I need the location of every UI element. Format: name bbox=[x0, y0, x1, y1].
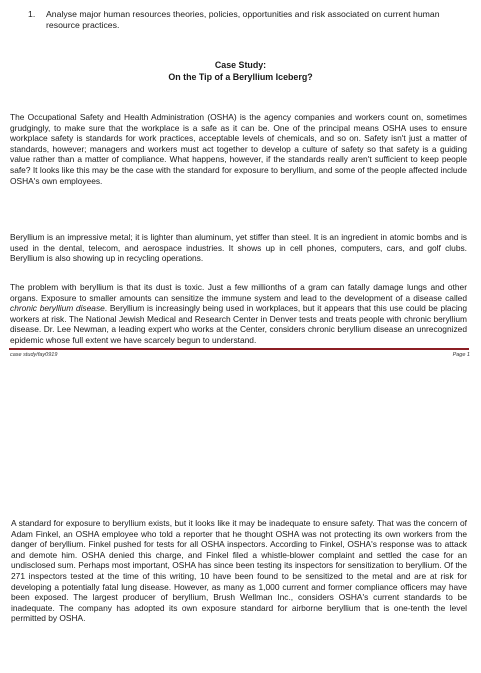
paragraph-text-part: . Beryllium is increasingly being used in workplaces, but it appears that this use could be placing workers at risk. The National Jewish Medical and Research Center in Denver tests and treats people with chronic beryllium disease. Dr. Lee Newman, a leading expert who works at the Center, considers chronic beryllium disease an unrecognized epidemic whose full extent we have scarcely begun to understand. bbox=[10, 303, 467, 345]
question-number: 1. bbox=[28, 9, 36, 19]
footer-source-label: case study/fay0919 bbox=[10, 352, 58, 358]
question-text: Analyse major human resources theories, policies, opportunities and risk associated on current human resource practices. bbox=[46, 9, 440, 30]
disease-name-emphasis: chronic beryllium disease bbox=[10, 303, 105, 314]
paragraph-beryllium-metal: Beryllium is an impressive metal; it is lighter than aluminum, yet stiffer than steel. It is an ingredient in atomic bombs and is used in the dental, telecom, and aerospace industries. It shows up in cell phones, computers, cars, and golf clubs. Beryllium is also showing up in recycling operations. bbox=[10, 232, 467, 264]
case-study-label: Case Study: bbox=[214, 60, 267, 70]
footer-divider bbox=[9, 348, 469, 350]
paragraph-beryllium-problem bbox=[10, 282, 467, 346]
footer-page-number: Page 1 bbox=[452, 352, 470, 358]
question-item bbox=[28, 9, 468, 31]
case-study-title: On the Tip of a Beryllium Iceberg? bbox=[168, 72, 313, 82]
paragraph-text-part: The problem with beryllium is that its dust is toxic. Just a few millionths of a gram can fatally damage lungs and other organs. Exposure to smaller amounts can sensitize the immune system and lead to the development of a disease called bbox=[10, 282, 467, 303]
paragraph-standard-exposure: A standard for exposure to beryllium exists, but it looks like it may be inadequate to ensure safety. That was the concern of Adam Finkel, an OSHA employee who told a reporter that he thought OSHA was not protecting its own workers from the danger of beryllium. Finkel pushed for tests for all OSHA inspectors. According to Finkel, OSHA's response was to attack and demote him. OSHA denied this charge, and Finkel filed a whistle-blower complaint and settled the case for an undisclosed sum. Perhaps most important, OSHA has since been testing its inspectors for sensitization to beryllium. Of the 271 inspectors tested at the time of this writing, 10 have been found to be sensitized to the metal and are at risk for developing a potentially fatal lung disease. However, as many as 1,000 current and former compliance officers may have been exposed. The largest producer of beryllium, Brush Wellman Inc., considers OSHA's current standards to be inadequate. The company has adopted its own exposure standard for airborne beryllium that is one-tenth the level permitted by OSHA. bbox=[11, 518, 467, 624]
paragraph-osha: The Occupational Safety and Health Administration (OSHA) is the agency companies and workers count on, sometimes grudgingly, to make sure that the workplace is a safe as it can be. One of the principal means OSHA uses to ensure workplace safety is standards for work practices, acceptable levels of chemicals, and so on. Safety isn't just a matter of standards, however; managers and workers must act together to develop a culture of safety so that safety is a guiding value rather than a matter of compliance. What happens, however, if the standards really aren't sufficient to keep people safe? It looks like this may be the case with the standard for exposure to beryllium, and some of the people affected include OSHA's own employees. bbox=[10, 112, 467, 186]
